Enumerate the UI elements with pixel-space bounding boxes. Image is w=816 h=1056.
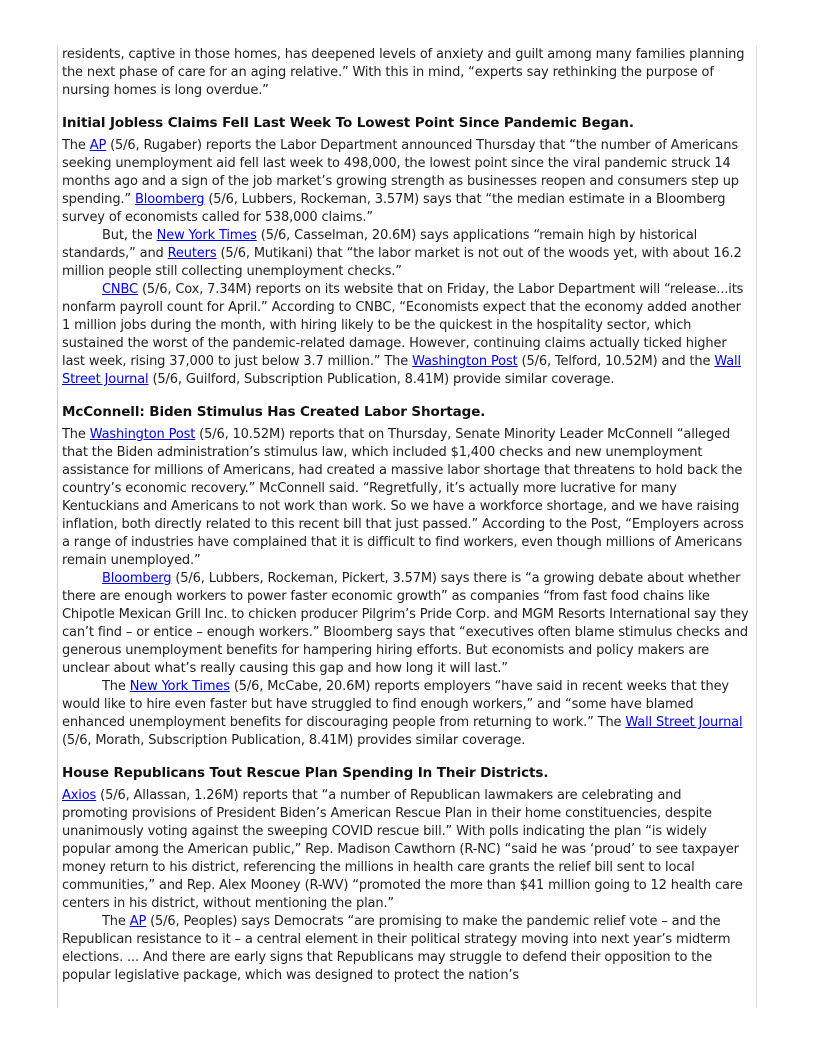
paragraph <box>62 913 751 985</box>
paragraph <box>62 678 751 750</box>
paragraph <box>62 570 751 678</box>
paragraph-text: (5/6, McCabe, 20.6M) reports employers “have said in recent weeks that they would like to hire even faster but have struggled to find enough workers,” and “some have blamed enhanced unemployment benefits for discouraging people from returning to work.” The <box>62 679 729 730</box>
paragraph-text: (5/6, 10.52M) reports that on Thursday, Senate Minority Leader McConnell “alleged that the Biden administration’s stimulus law, which included $1,400 checks and new unemployment assistance for millions of Americans, had created a massive labor shortage that threatens to hold back the country’s economic recovery.” McConnell said. “Regretfully, it’s actually more lucrative for many Kentuckians and Americans to not work than work. So we have a workforce shortage, and we have raising inflation, both directly related to this recent bill that just passed.” According to the Post, “Employers across a range of industries have complained that it is difficult to find workers, even though millions of Americans remain unemployed.” <box>62 427 744 568</box>
paragraph-text: (5/6, Telford, 10.52M) and the <box>517 354 715 369</box>
paragraph-text: (5/6, Rugaber) reports the Labor Department announced Thursday that “the number of Americans seeking unemployment aid fell last week to 498,000, the lowest point since the viral pandemic struck 14 months ago and a sign of the job market’s growing strength as businesses reopen and consumers step up spending.” <box>62 138 739 207</box>
paragraph <box>62 426 751 570</box>
source-link[interactable]: New York Times <box>129 679 230 694</box>
paragraph-text: The <box>62 138 90 153</box>
paragraph-text: (5/6, Casselman, 20.6M) says applications “remain high by historical standards,” and <box>62 228 698 261</box>
source-link[interactable]: Washington Post <box>89 427 196 442</box>
paragraph-text: (5/6, Lubbers, Rockeman, Pickert, 3.57M) says there is “a growing debate about whether there are enough workers to power faster economic growth” as companies “from fast food chains like Chipotle Mexican Grill Inc. to chicken producer Pilgrim’s Pride Corp. and MGM Resorts International say they can’t find – or entice – enough workers.” Bloomberg says that “executives often blame stimulus checks and generous unemployment benefits for hampering hiring efforts. But economists and policy makers are unclear about what’s really causing this gap and how long it will last.” <box>62 571 749 676</box>
paragraph-text: (5/6, Allassan, 1.26M) reports that “a number of Republican lawmakers are celebrating and promoting provisions of President Biden’s American Rescue Plan in their home constituencies, despite unanimously voting against the sweeping COVID rescue bill.” With polls indicating the plan “is widely popular among the American public,” Rep. Madison Cawthorn (R-NC) “said he was ‘proud’ to see taxpayer money return to his district, referencing the millions in health care grants the relief bill sent to local communities,” and Rep. Alex Mooney (R-WV) “promoted the more than $41 million going to 12 health care centers in his district, without mentioning the plan.” <box>62 788 743 911</box>
paragraph-text: (5/6, Peoples) says Democrats “are promising to make the pandemic relief vote – and the Republican resistance to it – a central element in their political strategy moving into next year’s midterm elections. ... And there are early signs that Republicans may struggle to defend their opposition to the popular legislative package, which was designed to protect the nation’s <box>62 914 731 983</box>
paragraph-text: The <box>62 427 90 442</box>
source-link[interactable]: AP <box>129 914 147 929</box>
source-link[interactable]: Reuters <box>167 246 217 261</box>
source-link[interactable]: AP <box>89 138 107 153</box>
paragraph-text: residents, captive in those homes, has deepened levels of anxiety and guilt among many families planning the next phase of care for an aging relative.” With this in mind, “experts say rethinking the purpose of nursing homes is long overdue.” <box>62 47 745 98</box>
paragraph-text: (5/6, Cox, 7.34M) reports on its website that on Friday, the Labor Department will “release...its nonfarm payroll count for April.” According to CNBC, “Economists expect that the economy added another 1 million jobs during the month, with hiring likely to be the quickest in the hospitality sector, which sustained the worst of the pandemic-related damage. However, continuing claims actually ticked higher last week, rising 37,000 to just below 3.7 million.” The <box>62 282 744 369</box>
document-page <box>57 46 757 1008</box>
source-link[interactable]: Bloomberg <box>134 192 205 207</box>
paragraph-text: (5/6, Guilford, Subscription Publication, 8.41M) provide similar coverage. <box>148 372 615 387</box>
source-link[interactable]: Washington Post <box>412 354 518 369</box>
paragraph-text: (5/6, Lubbers, Rockeman, 3.57M) says that “the median estimate in a Bloomberg survey of economists called for 538,000 claims.” <box>62 192 726 225</box>
paragraph-text: But, the <box>102 228 157 243</box>
source-link[interactable]: CNBC <box>102 282 138 297</box>
paragraph-text: The <box>102 679 130 694</box>
paragraph <box>62 46 751 100</box>
paragraph <box>62 281 751 389</box>
paragraph <box>62 137 751 227</box>
source-link[interactable]: Wall Street Journal <box>62 354 741 387</box>
source-link[interactable]: Axios <box>62 788 97 803</box>
paragraph <box>62 787 751 913</box>
paragraph-text: (5/6, Mutikani) that “the labor market is not out of the woods yet, with about 16.2 million people still collecting unemployment checks.” <box>62 246 742 279</box>
source-link[interactable]: Wall Street Journal <box>625 715 743 730</box>
section-heading: McConnell: Biden Stimulus Has Created Labor Shortage. <box>62 404 486 420</box>
source-link[interactable]: Bloomberg <box>102 571 172 586</box>
section-heading: Initial Jobless Claims Fell Last Week To Lowest Point Since Pandemic Began. <box>62 115 634 131</box>
source-link[interactable]: New York Times <box>156 228 257 243</box>
paragraph-text: (5/6, Morath, Subscription Publication, 8.41M) provides similar coverage. <box>62 733 526 748</box>
paragraph-text: The <box>102 914 130 929</box>
section-heading: House Republicans Tout Rescue Plan Spending In Their Districts. <box>62 765 549 781</box>
paragraph <box>62 227 751 281</box>
